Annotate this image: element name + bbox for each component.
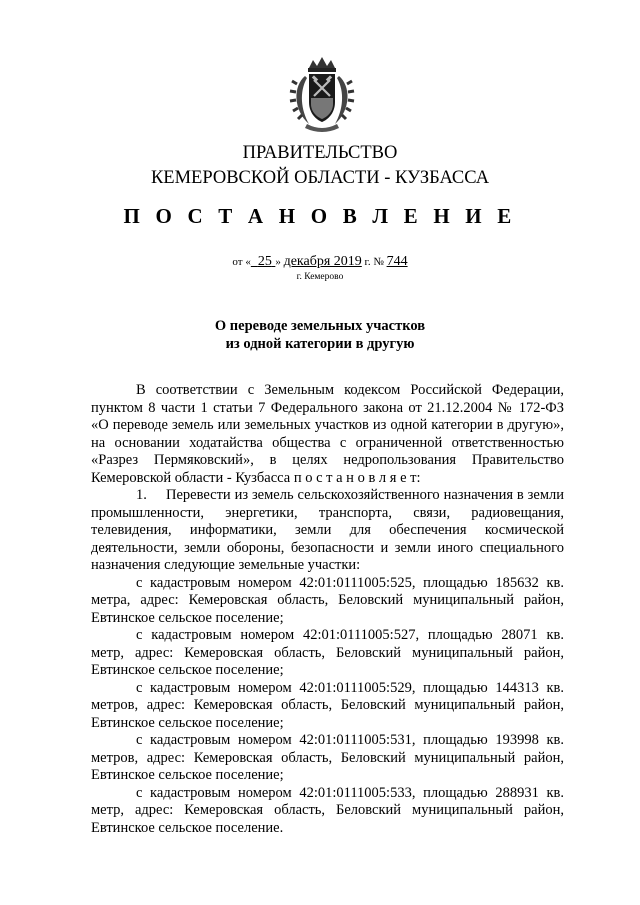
item-1-text: Перевести из земель сельскохозяйственного назначения в земли промышленности, энергетики, транспорта, связи, радиовещания, телевидения, информатики, земли для обеспечения космической деятельности, земли обороны, безопасности и земли иного специального назначения следующие земельные участки: bbox=[91, 487, 564, 573]
document-number: 744 bbox=[386, 254, 408, 269]
region-title: КЕМЕРОВСКОЙ ОБЛАСТИ - КУЗБАССА bbox=[150, 168, 490, 188]
date-mid: » bbox=[275, 256, 281, 268]
document-body bbox=[91, 382, 564, 837]
date-month-year: декабря 2019 bbox=[283, 254, 362, 269]
date-day-value: 25 bbox=[257, 254, 272, 269]
date-year-suffix: г. bbox=[364, 256, 371, 268]
document-city: г. Кемерово bbox=[296, 272, 344, 282]
coat-of-arms-icon bbox=[287, 54, 357, 134]
government-title: ПРАВИТЕЛЬСТВО bbox=[242, 143, 398, 163]
subject-line-1: О переводе земельных участков bbox=[214, 318, 426, 334]
parcel-item: с кадастровым номером 42:01:0111005:529, площадью 144313 кв. метров, адрес: Кемеровская область, Беловский муниципальный район, Евтинское сельское поселение; bbox=[91, 679, 564, 731]
document-dateline bbox=[0, 254, 640, 270]
preamble-paragraph: В соответствии с Земельным кодексом Российской Федерации, пунктом 8 части 1 статьи 7 Федерального закона от 21.12.2004 № 172-ФЗ «О переводе земель или земельных участков из одной категории в другую», на основании ходатайства общества с ограниченной ответственностью «Разрез Пермяковский», в целях недропользования Правительство Кемеровской области - Кузбасса п о с т а н о в л я е т: bbox=[91, 382, 564, 486]
document-type: П О С Т А Н О В Л Е Н И Е bbox=[123, 204, 517, 228]
document-subject bbox=[0, 317, 640, 353]
number-label: № bbox=[373, 256, 384, 268]
subject-line-2: из одной категории в другую bbox=[225, 336, 415, 352]
parcel-item: с кадастровым номером 42:01:0111005:531, площадью 193998 кв. метров, адрес: Кемеровская область, Беловский муниципальный район, Евтинское сельское поселение; bbox=[91, 732, 564, 783]
parcel-item: с кадастровым номером 42:01:0111005:525, площадью 185632 кв. метра, адрес: Кемеровская область, Беловский муниципальный район, Евтинское сельское поселение; bbox=[91, 574, 564, 626]
date-day bbox=[251, 254, 276, 269]
parcel-item: с кадастровым номером 42:01:0111005:533, площадью 288931 кв. метр, адрес: Кемеровская область, Беловский муниципальный район, Евтинское сельское поселение. bbox=[91, 784, 564, 836]
date-prefix: от « bbox=[232, 256, 251, 268]
item-1-paragraph bbox=[91, 487, 564, 575]
parcel-item: с кадастровым номером 42:01:0111005:527, площадью 28071 кв. метр, адрес: Кемеровская область, Беловский муниципальный район, Евтинское сельское поселение; bbox=[91, 627, 564, 678]
item-1-number: 1. bbox=[136, 487, 147, 503]
